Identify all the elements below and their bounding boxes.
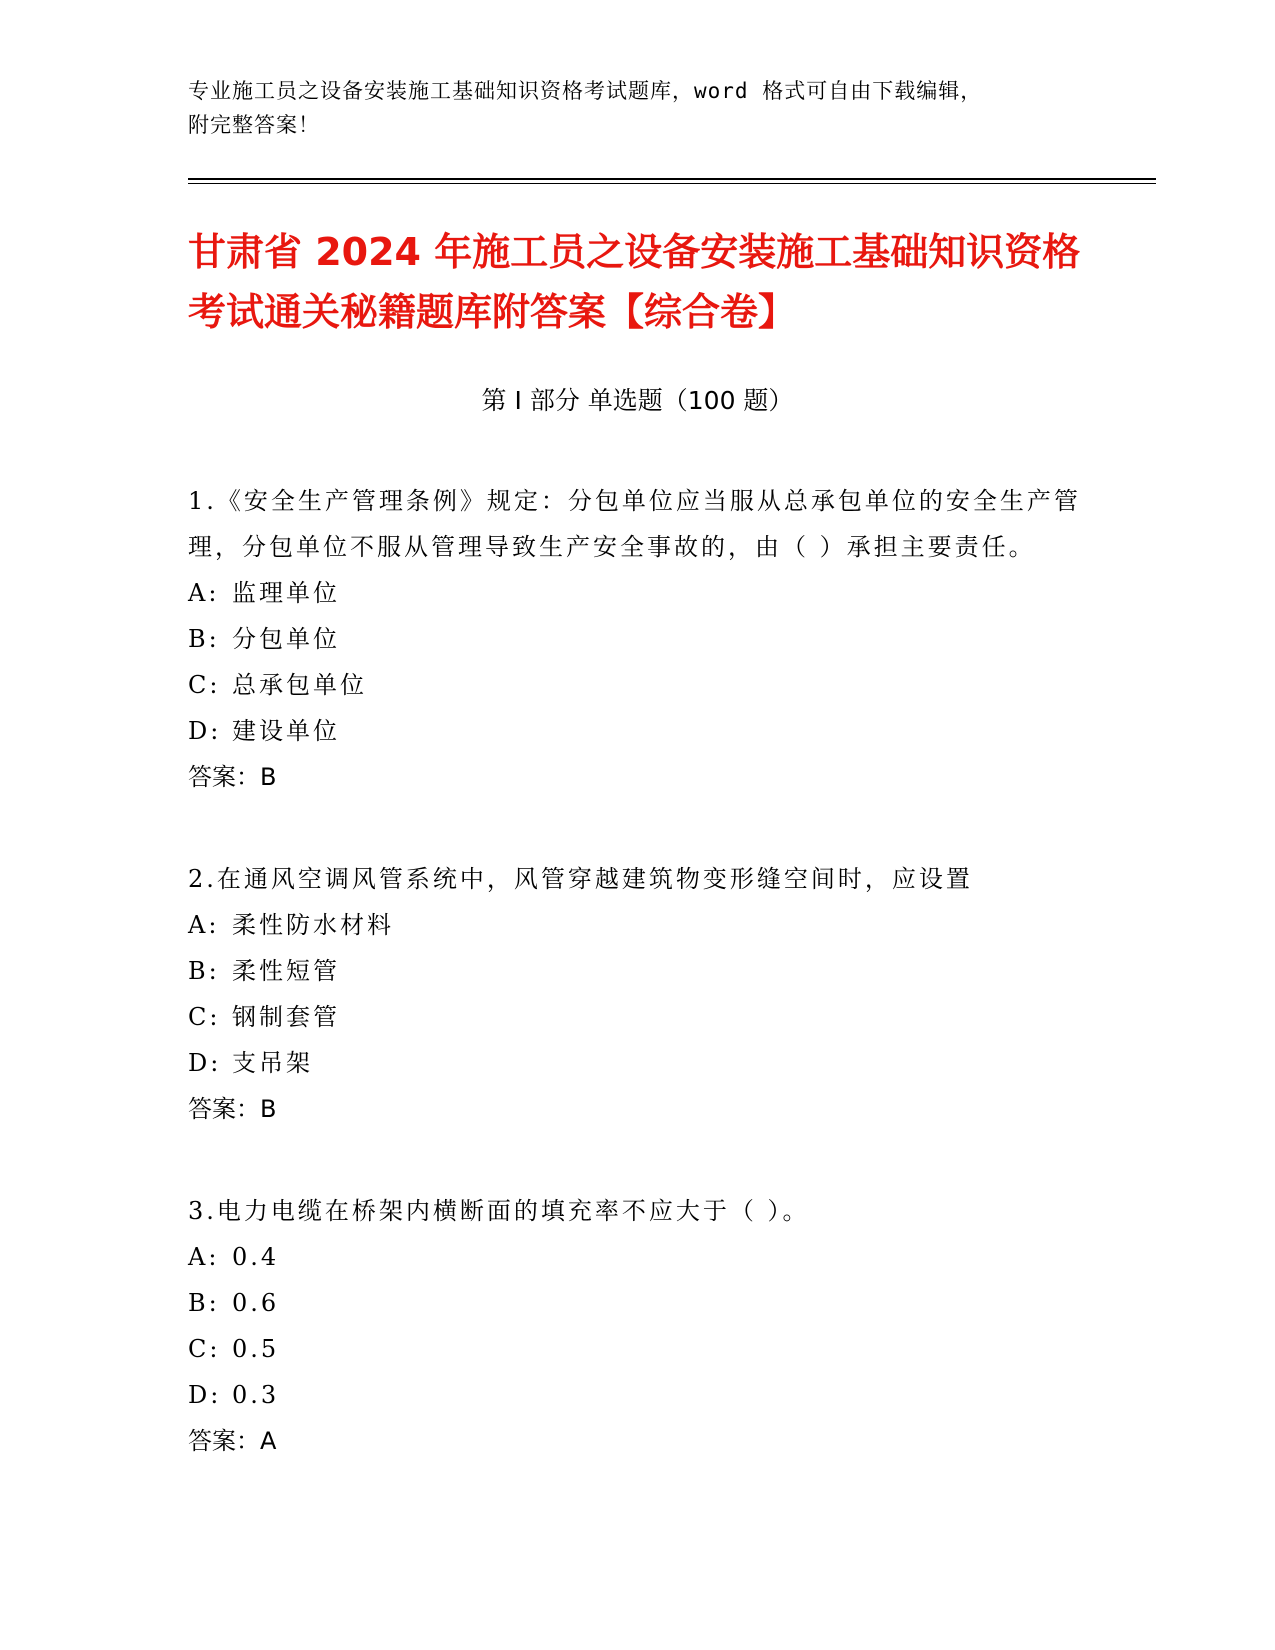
option-text: 分包单位	[232, 625, 340, 653]
option-c	[188, 1326, 1088, 1372]
question-1	[188, 478, 1088, 800]
option-a	[188, 570, 1088, 616]
header-note-line-2: 附完整答案！	[188, 113, 320, 137]
option-letter: B:	[188, 1289, 220, 1317]
option-b	[188, 1280, 1088, 1326]
option-letter: A:	[188, 911, 220, 939]
option-letter: C:	[188, 1003, 221, 1031]
option-c	[188, 994, 1088, 1040]
option-text: 柔性防水材料	[232, 911, 394, 939]
option-letter: D:	[188, 1381, 222, 1409]
option-d	[188, 1040, 1088, 1086]
question-stem: 2.在通风空调风管系统中，风管穿越建筑物变形缝空间时，应设置	[188, 865, 973, 893]
option-text: 监理单位	[232, 579, 340, 607]
option-a	[188, 902, 1088, 948]
option-text: 总承包单位	[232, 671, 367, 699]
option-text: 钢制套管	[232, 1003, 340, 1031]
header-note-line-1: 专业施工员之设备安装施工基础知识资格考试题库，word 格式可自由下载编辑，	[188, 79, 983, 103]
option-letter: D:	[188, 1049, 222, 1077]
option-letter: B:	[188, 957, 220, 985]
option-text: 0.4	[232, 1243, 280, 1271]
option-letter: A:	[188, 579, 220, 607]
answer-line: 答案：B	[188, 1095, 277, 1123]
option-text: 支吊架	[232, 1049, 313, 1077]
answer-line: 答案：B	[188, 763, 277, 791]
question-2	[188, 856, 1088, 1132]
document-title: 甘肃省 2024 年施工员之设备安装施工基础知识资格考试通关秘籍题库附答案【综合卷】	[188, 230, 1081, 334]
option-d	[188, 1372, 1088, 1418]
option-text: 0.6	[232, 1289, 280, 1317]
header-note	[188, 74, 1088, 142]
option-c	[188, 662, 1088, 708]
question-stem: 1.《安全生产管理条例》规定：分包单位应当服从总承包单位的安全生产管理，分包单位不服从管理导致生产安全事故的，由（ ）承担主要责任。	[188, 487, 1081, 561]
option-text: 0.5	[232, 1335, 280, 1363]
option-letter: B:	[188, 625, 220, 653]
option-text: 0.3	[232, 1381, 280, 1409]
header-divider-thin	[188, 183, 1156, 184]
option-letter: C:	[188, 671, 221, 699]
option-a	[188, 1234, 1088, 1280]
option-b	[188, 948, 1088, 994]
question-list	[188, 478, 1088, 1520]
section-title: 第 I 部分 单选题（100 题）	[481, 386, 794, 415]
option-b	[188, 616, 1088, 662]
option-letter: C:	[188, 1335, 221, 1363]
answer-line: 答案：A	[188, 1427, 277, 1455]
option-letter: A:	[188, 1243, 220, 1271]
option-letter: D:	[188, 717, 222, 745]
question-3	[188, 1188, 1088, 1464]
option-text: 柔性短管	[232, 957, 340, 985]
question-stem: 3.电力电缆在桥架内横断面的填充率不应大于（ ）。	[188, 1197, 810, 1225]
option-d	[188, 708, 1088, 754]
option-text: 建设单位	[232, 717, 340, 745]
header-divider-thick	[188, 178, 1156, 180]
